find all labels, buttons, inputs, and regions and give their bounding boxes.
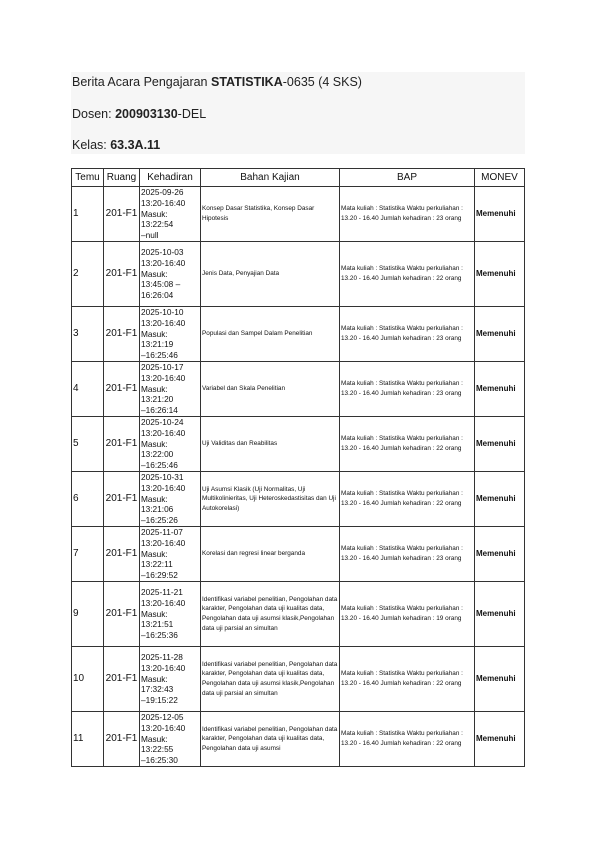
cell-bahan-kajian: Konsep Dasar Statistika, Konsep Dasar Hipotesis: [201, 187, 340, 242]
cell-monev: Memenuhi: [475, 471, 525, 526]
kehadiran-masuk: Masuk: 13:21:20: [141, 383, 174, 405]
col-temu: Temu: [72, 169, 104, 187]
cell-bap: Mata kuliah : Statistika Waktu perkuliahan : 13.20 - 16.40 Jumlah kehadiran : 22 orang: [340, 711, 475, 766]
cell-temu: 11: [72, 711, 104, 766]
cell-kehadiran: [140, 711, 201, 766]
table-row: [72, 187, 525, 242]
kehadiran-jam: 13:20-16:40: [141, 257, 186, 268]
kehadiran-tanggal: 2025-10-17: [141, 361, 184, 372]
cell-monev: Memenuhi: [475, 646, 525, 711]
kehadiran-masuk: Masuk: 13:22:00: [141, 438, 174, 460]
col-monev: MONEV: [475, 169, 525, 187]
kehadiran-masuk: Masuk: 13:22:55: [141, 733, 174, 755]
kehadiran-masuk: Masuk: 13:22:11: [141, 548, 173, 570]
cell-kehadiran: [140, 416, 201, 471]
kehadiran-jam: 13:20-16:40: [141, 662, 186, 673]
cell-bap: Mata kuliah : Statistika Waktu perkuliahan : 13.20 - 16.40 Jumlah kehadiran : 22 orang: [340, 471, 475, 526]
col-ruang: Ruang: [104, 169, 140, 187]
kehadiran-masuk: Masuk: 13:21:19: [141, 328, 174, 350]
kehadiran-keluar: –16:25:26: [141, 515, 178, 526]
kehadiran-jam: 13:20-16:40: [141, 427, 186, 438]
cell-bahan-kajian: Identifikasi variabel penelitian, Pengolahan data karakter, Pengolahan data uji kualitas data, Pengolahan data uji asumsi klasik,Pengolahan data uji parsial an simultan: [201, 581, 340, 646]
kehadiran-keluar: –null: [141, 230, 159, 241]
table-row: [72, 471, 525, 526]
course-code: -0635 (4 SKS): [282, 75, 362, 89]
cell-monev: Memenuhi: [475, 526, 525, 581]
kehadiran-tanggal: 2025-10-10: [141, 306, 184, 317]
col-kehadiran: Kehadiran: [140, 169, 201, 187]
title-prefix: Berita Acara Pengajaran: [72, 75, 211, 89]
cell-ruang: 201-F1: [104, 581, 140, 646]
table-row: [72, 361, 525, 416]
kehadiran-tanggal: 2025-10-24: [141, 416, 184, 427]
cell-bahan-kajian: Uji Validitas dan Reabilitas: [201, 416, 340, 471]
cell-ruang: 201-F1: [104, 711, 140, 766]
cell-bap: Mata kuliah : Statistika Waktu perkuliahan : 13.20 - 16.40 Jumlah kehadiran : 19 orang: [340, 581, 475, 646]
kehadiran-keluar: –16:25:36: [141, 630, 178, 641]
kelas-line: [72, 138, 160, 152]
kehadiran-jam: 13:20-16:40: [141, 372, 186, 383]
kehadiran-masuk: Masuk: 13:21:06: [141, 493, 174, 515]
kehadiran-jam: 13:20-16:40: [141, 197, 186, 208]
cell-bap: Mata kuliah : Statistika Waktu perkuliahan : 13.20 - 16.40 Jumlah kehadiran : 23 orang: [340, 361, 475, 416]
dosen-label: Dosen:: [72, 107, 116, 121]
cell-kehadiran: [140, 471, 201, 526]
kehadiran-tanggal: 2025-12-05: [141, 711, 184, 722]
kelas-value: 63.3A.11: [110, 138, 161, 152]
cell-monev: Memenuhi: [475, 416, 525, 471]
cell-ruang: 201-F1: [104, 526, 140, 581]
kehadiran-tanggal: 2025-10-31: [141, 471, 184, 482]
table-row: [72, 711, 525, 766]
cell-ruang: 201-F1: [104, 471, 140, 526]
cell-bap: Mata kuliah : Statistika Waktu perkuliahan : 13.20 - 16.40 Jumlah kehadiran : 22 orang: [340, 241, 475, 306]
kehadiran-keluar: –16:25:46: [141, 350, 178, 361]
cell-monev: Memenuhi: [475, 241, 525, 306]
table-row: [72, 241, 525, 306]
title-line: [72, 75, 362, 89]
kehadiran-jam: 13:20-16:40: [141, 482, 186, 493]
cell-temu: 7: [72, 526, 104, 581]
cell-bahan-kajian: Identifikasi variabel penelitian, Pengolahan data karakter, Pengolahan data uji kualitas data, Pengolahan data uji asumsi: [201, 711, 340, 766]
cell-temu: 10: [72, 646, 104, 711]
cell-ruang: 201-F1: [104, 416, 140, 471]
course-name: STATISTIKA: [210, 75, 283, 89]
dosen-suffix: -DEL: [177, 107, 207, 121]
kelas-label: Kelas:: [72, 138, 111, 152]
cell-monev: Memenuhi: [475, 306, 525, 361]
cell-ruang: 201-F1: [104, 646, 140, 711]
kehadiran-keluar: –16:25:46: [141, 460, 178, 471]
kehadiran-masuk: Masuk: 13:45:08 –: [141, 268, 181, 290]
cell-ruang: 201-F1: [104, 306, 140, 361]
cell-ruang: 201-F1: [104, 241, 140, 306]
kehadiran-masuk: Masuk: 17:32:43: [141, 673, 174, 695]
cell-bahan-kajian: Uji Asumsi Klasik (Uji Normalitas, Uji Multikolinieritas, Uji Heteroskedastisitas dan Uji Autokorelasi): [201, 471, 340, 526]
cell-bahan-kajian: Korelasi dan regresi linear berganda: [201, 526, 340, 581]
col-bap: BAP: [340, 169, 475, 187]
kehadiran-tanggal: 2025-11-07: [141, 526, 183, 537]
cell-temu: 9: [72, 581, 104, 646]
dosen-id: 200903130: [115, 107, 178, 121]
kehadiran-jam: 13:20-16:40: [141, 317, 186, 328]
kehadiran-keluar: –19:15:22: [141, 695, 178, 706]
table-row: [72, 306, 525, 361]
cell-temu: 2: [72, 241, 104, 306]
cell-monev: Memenuhi: [475, 187, 525, 242]
kehadiran-tanggal: 2025-09-26: [141, 187, 184, 197]
cell-monev: Memenuhi: [475, 581, 525, 646]
cell-kehadiran: [140, 526, 201, 581]
cell-bahan-kajian: Jenis Data, Penyajian Data: [201, 241, 340, 306]
cell-bap: Mata kuliah : Statistika Waktu perkuliahan : 13.20 - 16.40 Jumlah kehadiran : 23 orang: [340, 526, 475, 581]
cell-bap: Mata kuliah : Statistika Waktu perkuliahan : 13.20 - 16.40 Jumlah kehadiran : 22 orang: [340, 646, 475, 711]
kehadiran-jam: 13:20-16:40: [141, 722, 186, 733]
table-row: [72, 581, 525, 646]
table-row: [72, 526, 525, 581]
cell-kehadiran: [140, 646, 201, 711]
kehadiran-keluar: –16:29:52: [141, 570, 178, 581]
kehadiran-tanggal: 2025-10-03: [141, 246, 184, 257]
kehadiran-tanggal: 2025-11-21: [141, 586, 183, 597]
cell-temu: 6: [72, 471, 104, 526]
cell-ruang: 201-F1: [104, 187, 140, 242]
kehadiran-keluar: –16:25:30: [141, 755, 178, 766]
table-row: [72, 646, 525, 711]
cell-temu: 3: [72, 306, 104, 361]
kehadiran-tanggal: 2025-11-28: [141, 651, 183, 662]
cell-ruang: 201-F1: [104, 361, 140, 416]
kehadiran-masuk: Masuk: 13:22:54: [141, 208, 174, 230]
cell-kehadiran: [140, 241, 201, 306]
kehadiran-keluar: –16:26:14: [141, 405, 178, 416]
kehadiran-keluar: 16:26:04: [141, 290, 174, 301]
cell-bahan-kajian: Populasi dan Sampel Dalam Penelitian: [201, 306, 340, 361]
table-header-row: [72, 169, 525, 187]
cell-bahan-kajian: Variabel dan Skala Penelitian: [201, 361, 340, 416]
cell-temu: 4: [72, 361, 104, 416]
cell-bap: Mata kuliah : Statistika Waktu perkuliahan : 13.20 - 16.40 Jumlah kehadiran : 22 orang: [340, 416, 475, 471]
table-row: [72, 416, 525, 471]
kehadiran-jam: 13:20-16:40: [141, 537, 186, 548]
cell-kehadiran: [140, 361, 201, 416]
attendance-table: [71, 168, 525, 767]
cell-bap: Mata kuliah : Statistika Waktu perkuliahan : 13.20 - 16.40 Jumlah kehadiran : 23 orang: [340, 306, 475, 361]
cell-kehadiran: [140, 581, 201, 646]
col-bahan-kajian: Bahan Kajian: [201, 169, 340, 187]
cell-monev: Memenuhi: [475, 711, 525, 766]
kehadiran-masuk: Masuk: 13:21:51: [141, 608, 174, 630]
cell-bahan-kajian: Identifikasi variabel penelitian, Pengolahan data karakter, Pengolahan data uji kualitas data, Pengolahan data uji asumsi klasik,Pengolahan data uji parsial an simultan: [201, 646, 340, 711]
dosen-line: [72, 107, 206, 121]
cell-kehadiran: [140, 187, 201, 242]
cell-temu: 5: [72, 416, 104, 471]
cell-monev: Memenuhi: [475, 361, 525, 416]
cell-kehadiran: [140, 306, 201, 361]
cell-temu: 1: [72, 187, 104, 242]
kehadiran-jam: 13:20-16:40: [141, 597, 186, 608]
cell-bap: Mata kuliah : Statistika Waktu perkuliahan : 13.20 - 16.40 Jumlah kehadiran : 23 orang: [340, 187, 475, 242]
